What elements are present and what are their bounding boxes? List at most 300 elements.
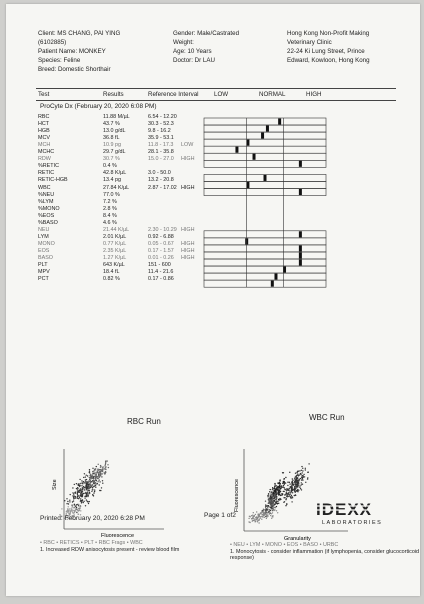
dot	[75, 506, 76, 507]
dot	[71, 509, 72, 510]
rbc-plot	[52, 449, 164, 539]
dot	[295, 486, 296, 487]
dot	[301, 484, 302, 485]
row-result: 7.2 %	[103, 198, 117, 205]
rbc-run-title: RBC Run	[127, 417, 161, 426]
dot	[76, 488, 77, 489]
dot	[292, 481, 293, 482]
dot	[298, 471, 299, 472]
dot	[260, 516, 261, 517]
dot	[251, 515, 252, 516]
row-test-name: RBC	[38, 114, 50, 120]
dot	[78, 498, 79, 499]
dot	[272, 512, 273, 513]
dot	[99, 490, 100, 491]
dot	[272, 510, 273, 511]
wbc-note-line2: response)	[230, 555, 254, 561]
dot	[273, 492, 274, 493]
dot	[92, 468, 93, 469]
dot	[290, 493, 291, 494]
dot	[74, 497, 75, 498]
dot	[289, 490, 290, 491]
dot	[301, 470, 302, 471]
row-test-name: NEU	[38, 226, 50, 233]
dot	[68, 503, 69, 504]
col-high: HIGH	[306, 91, 322, 98]
dot	[257, 517, 258, 518]
dot	[284, 487, 285, 488]
row-result: 2.8 %	[103, 205, 117, 212]
dot	[93, 478, 94, 479]
dot	[79, 506, 80, 507]
dot	[285, 505, 286, 506]
dot	[283, 497, 284, 498]
row-result: 30.7 %	[103, 156, 120, 163]
dot	[81, 496, 82, 497]
dot	[91, 491, 92, 492]
dot	[278, 491, 279, 492]
dot	[272, 508, 273, 509]
dot	[270, 489, 271, 490]
dot	[305, 468, 306, 469]
dot	[307, 477, 308, 478]
dot	[308, 463, 309, 464]
dot	[267, 509, 268, 510]
dot	[296, 476, 297, 477]
dot	[276, 510, 277, 511]
dot	[283, 485, 284, 486]
dot	[94, 491, 95, 492]
row-result: 4.6 %	[103, 219, 117, 226]
wbc-run-title: WBC Run	[309, 413, 345, 422]
dot	[73, 496, 74, 497]
dot	[84, 489, 85, 490]
row-test-name: RETIC-HGB	[38, 177, 68, 184]
dot	[294, 478, 295, 479]
dot	[93, 480, 94, 481]
dot	[73, 507, 74, 508]
idexx-logo	[316, 500, 386, 529]
row-test-name: PCT	[38, 276, 49, 283]
dot	[95, 485, 96, 486]
dot	[262, 517, 263, 518]
dot	[271, 518, 272, 519]
dot	[287, 485, 288, 486]
dot	[102, 480, 103, 481]
dot	[82, 499, 83, 500]
row-flag: HIGH	[181, 240, 195, 247]
dot	[304, 476, 305, 477]
clinic-name-line1: Hong Kong Non-Profit Making	[287, 30, 370, 37]
row-result: 18.4 fL	[103, 269, 120, 276]
dot	[85, 487, 86, 488]
dot	[278, 499, 279, 500]
dot	[253, 512, 254, 513]
dot	[95, 482, 96, 483]
dot	[72, 506, 73, 507]
rbc-dot-cloud	[59, 460, 109, 521]
dot	[82, 488, 83, 489]
dot	[85, 479, 86, 480]
dot	[92, 478, 93, 479]
dot	[100, 465, 101, 466]
dot	[264, 514, 265, 515]
dot	[69, 501, 70, 502]
dot	[80, 492, 81, 493]
dot	[267, 496, 268, 497]
dot	[61, 508, 62, 509]
dot	[67, 510, 68, 511]
dot	[296, 481, 297, 482]
dot	[91, 476, 92, 477]
dot	[290, 492, 291, 493]
dot	[97, 476, 98, 477]
dot	[73, 513, 74, 514]
dot	[288, 496, 289, 497]
dot	[90, 475, 91, 476]
dot	[102, 469, 103, 470]
dot	[88, 484, 89, 485]
dot	[279, 498, 280, 499]
dot	[270, 492, 271, 493]
printed-date: Printed: February 20, 2020 6:28 PM	[40, 515, 145, 522]
wbc-legend: • NEU • LYM • MONO • EOS • BASO • URBC	[230, 542, 339, 548]
dot	[299, 470, 300, 471]
dot	[258, 522, 259, 523]
row-result: 0.82 %	[103, 276, 120, 283]
col-results: Results	[103, 91, 124, 98]
row-test-name: BASO	[38, 255, 53, 261]
dot	[269, 491, 270, 492]
dot	[263, 509, 264, 510]
dot	[97, 472, 98, 473]
dot	[95, 472, 96, 473]
dot	[255, 514, 256, 515]
dot	[94, 489, 95, 490]
dot	[293, 484, 294, 485]
dot	[300, 488, 301, 489]
dot	[300, 473, 301, 474]
dot	[81, 480, 82, 481]
dot	[272, 498, 273, 499]
dot	[89, 492, 90, 493]
dot	[77, 512, 78, 513]
row-reference: 11.4 - 21.6	[148, 269, 174, 276]
dot	[87, 492, 88, 493]
row-reference: 0.05 - 0.67	[148, 240, 174, 247]
dot	[294, 487, 295, 488]
dot	[83, 481, 84, 482]
row-reference: 0.17 - 1.57	[148, 247, 174, 254]
dot	[283, 482, 284, 483]
dot	[77, 495, 78, 496]
row-result: 43.7 %	[103, 121, 120, 128]
dot	[89, 490, 90, 491]
dot	[89, 501, 90, 502]
dot	[100, 466, 101, 467]
dot	[280, 483, 281, 484]
dot	[72, 487, 73, 488]
row-test-name: %BASO	[38, 219, 58, 226]
dot	[82, 483, 83, 484]
dot	[84, 496, 85, 497]
row-result: 13.4 pg	[103, 177, 121, 184]
dot	[264, 517, 265, 518]
dot	[272, 500, 273, 501]
dot	[266, 515, 267, 516]
dot	[270, 500, 271, 501]
dot	[68, 509, 69, 510]
dot	[77, 489, 78, 490]
dot	[100, 473, 101, 474]
dot	[302, 470, 303, 471]
dot	[94, 470, 95, 471]
dot	[66, 503, 67, 504]
dot	[268, 499, 269, 500]
row-result: 27.84 K/µL	[103, 184, 130, 191]
dot	[80, 498, 81, 499]
dot	[256, 511, 257, 512]
row-flag: HIGH	[181, 226, 195, 233]
dot	[92, 489, 93, 490]
dot	[85, 492, 86, 493]
row-result: 8.4 %	[103, 212, 117, 219]
dot	[97, 481, 98, 482]
dot	[66, 498, 67, 499]
row-flag: HIGH	[181, 255, 195, 261]
dot	[73, 500, 74, 501]
dot	[95, 479, 96, 480]
dot	[80, 493, 81, 494]
dot	[289, 488, 290, 489]
dot	[279, 479, 280, 480]
dot	[99, 484, 100, 485]
dot	[292, 489, 293, 490]
dot	[92, 485, 93, 486]
dot	[286, 498, 287, 499]
dot	[84, 473, 85, 474]
dot	[86, 475, 87, 476]
dot	[103, 472, 104, 473]
row-flag: HIGH	[181, 247, 195, 254]
dot	[248, 521, 249, 522]
dot	[102, 473, 103, 474]
clinic-address-line1: 22-24 Ki Lung Street, Prince	[287, 48, 365, 55]
row-test-name: MCH	[38, 142, 51, 149]
dot	[289, 472, 290, 473]
dot	[287, 490, 288, 491]
dot	[82, 494, 83, 495]
row-reference: 35.9 - 53.1	[148, 135, 174, 142]
dot	[72, 492, 73, 493]
row-flag: HIGH	[181, 184, 195, 191]
dot	[266, 508, 267, 509]
dot	[80, 501, 81, 502]
dot	[292, 487, 293, 488]
dot	[89, 471, 90, 472]
dot	[77, 493, 78, 494]
dot	[287, 493, 288, 494]
dot	[73, 493, 74, 494]
dot	[76, 483, 77, 484]
dot	[269, 497, 270, 498]
dot	[88, 495, 89, 496]
dot	[297, 483, 298, 484]
dot	[272, 487, 273, 488]
dot	[274, 483, 275, 484]
dot	[97, 469, 98, 470]
dot	[93, 492, 94, 493]
dot	[261, 512, 262, 513]
dot	[270, 515, 271, 516]
dot	[295, 473, 296, 474]
row-reference: 11.8 - 17.3	[148, 142, 174, 149]
client-name: Client: MS CHANG, PAI YING	[38, 30, 121, 37]
dot	[271, 508, 272, 509]
dot	[102, 470, 103, 471]
dot	[271, 513, 272, 514]
dot	[274, 498, 275, 499]
col-low: LOW	[214, 91, 229, 98]
dot	[277, 512, 278, 513]
dot	[284, 491, 285, 492]
dot	[96, 474, 97, 475]
dot	[297, 491, 298, 492]
dot	[107, 464, 108, 465]
dot	[292, 497, 293, 498]
dot	[269, 509, 270, 510]
dot	[77, 488, 78, 489]
dot	[80, 489, 81, 490]
row-reference: 13.2 - 20.8	[148, 177, 174, 184]
row-reference: 0.92 - 6.88	[148, 233, 174, 240]
dot	[266, 518, 267, 519]
dot	[271, 496, 272, 497]
dot	[71, 507, 72, 508]
dot	[71, 505, 72, 506]
dot	[86, 495, 87, 496]
row-result: 36.8 fL	[103, 135, 120, 142]
rbc-legend: • RBC • RETICS • PLT • RBC Frags • WBC	[40, 540, 143, 546]
row-result: 1.27 K/µL	[103, 255, 127, 261]
dot	[97, 471, 98, 472]
row-result: 2.01 K/µL	[103, 233, 127, 240]
dot	[301, 489, 302, 490]
dot	[77, 498, 78, 499]
dot	[278, 483, 279, 484]
dot	[80, 510, 81, 511]
dot	[272, 494, 273, 495]
dot	[302, 472, 303, 473]
dot	[261, 519, 262, 520]
dot	[301, 482, 302, 483]
dot	[84, 497, 85, 498]
row-test-name: WBC	[38, 184, 51, 191]
dot	[276, 485, 277, 486]
dot	[297, 489, 298, 490]
dot	[69, 500, 70, 501]
dot	[80, 483, 81, 484]
dot	[299, 485, 300, 486]
dot	[262, 514, 263, 515]
dot	[276, 487, 277, 488]
dot	[88, 493, 89, 494]
row-result: 643 K/µL	[103, 262, 125, 269]
dot	[273, 505, 274, 506]
dot	[79, 479, 80, 480]
dot	[89, 485, 90, 486]
dot	[295, 483, 296, 484]
dot	[96, 466, 97, 467]
wbc-x-label: Granularity	[284, 536, 311, 542]
dot	[284, 494, 285, 495]
patient-name: Patient Name: MONKEY	[38, 48, 106, 55]
dot	[78, 504, 79, 505]
dot	[267, 507, 268, 508]
dot	[105, 466, 106, 467]
dot	[276, 490, 277, 491]
dot	[301, 479, 302, 480]
dot	[90, 481, 91, 482]
dot	[292, 492, 293, 493]
dot	[86, 499, 87, 500]
dot	[261, 510, 262, 511]
dot	[279, 485, 280, 486]
row-reference: 151 - 600	[148, 262, 171, 269]
dot	[271, 502, 272, 503]
client-id: (6102885)	[38, 39, 67, 46]
dot	[68, 506, 69, 507]
dot	[81, 485, 82, 486]
row-reference: 6.54 - 12.20	[148, 114, 177, 120]
dot	[253, 516, 254, 517]
dot	[78, 483, 79, 484]
row-reference: 3.0 - 50.0	[148, 170, 171, 177]
row-flag: LOW	[181, 142, 194, 149]
dot	[85, 505, 86, 506]
dot	[69, 510, 70, 511]
row-reference: 2.30 - 10.29	[148, 226, 177, 233]
row-test-name: RETIC	[38, 170, 55, 177]
dot	[268, 494, 269, 495]
dot	[290, 497, 291, 498]
dot	[101, 476, 102, 477]
dot	[274, 486, 275, 487]
dot	[283, 472, 284, 473]
dot	[303, 474, 304, 475]
dot	[292, 482, 293, 483]
dot	[249, 516, 250, 517]
dot	[258, 514, 259, 515]
dot	[259, 515, 260, 516]
dot	[248, 518, 249, 519]
row-test-name: RDW	[38, 156, 51, 163]
dot	[102, 466, 103, 467]
col-test: Test	[38, 91, 50, 98]
dot	[292, 480, 293, 481]
col-reference: Reference Interval	[148, 91, 199, 98]
dot	[87, 501, 88, 502]
dot	[99, 477, 100, 478]
dot	[91, 478, 92, 479]
dot	[104, 468, 105, 469]
dot	[89, 477, 90, 478]
dot	[302, 479, 303, 480]
dot	[93, 486, 94, 487]
dot	[107, 460, 108, 461]
clinic-address-line2: Edward, Kowloon, Hong Kong	[287, 57, 370, 64]
dot	[75, 509, 76, 510]
